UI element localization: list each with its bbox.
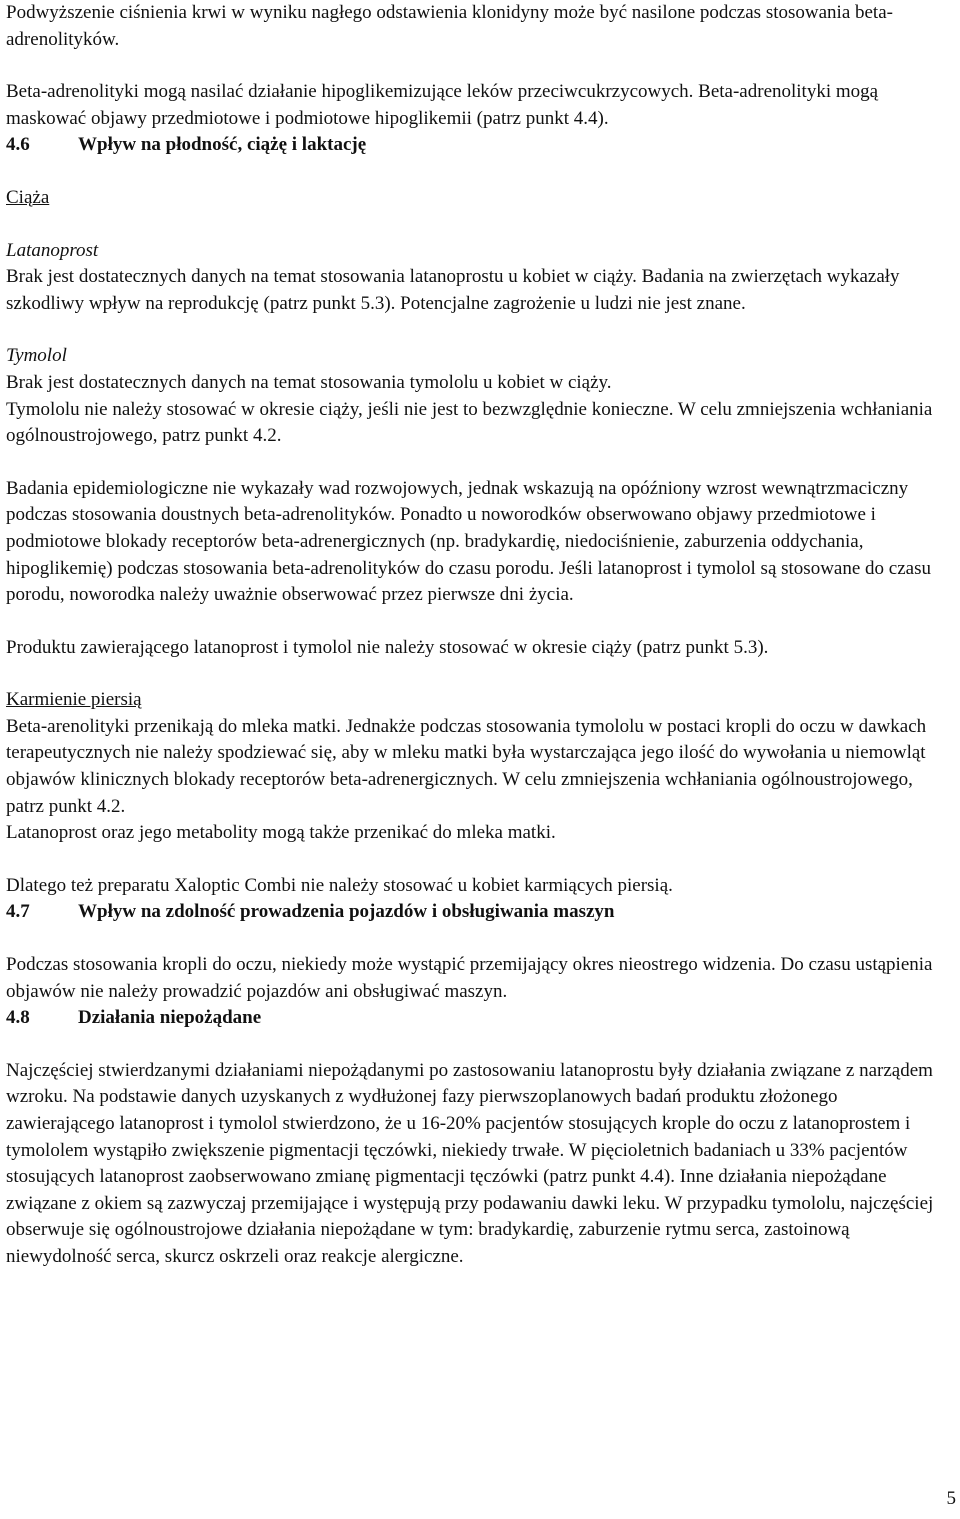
latanoprost-heading: Latanoprost bbox=[6, 239, 99, 261]
section-number: 4.7 bbox=[6, 901, 30, 923]
section-number: 4.8 bbox=[6, 1007, 30, 1029]
section-title: Wpływ na płodność, ciążę i laktację bbox=[78, 134, 367, 156]
hypoglycemia-paragraph: Beta-adrenolityki mogą nasilać działanie hipoglikemizujące leków przeciwcukrzycowych. Beta-adrenolityki mogą maskować objawy przedmiotowe i podmiotowe hipoglikemii (patrz punkt 4.4). bbox=[6, 81, 879, 129]
section-title: Wpływ na zdolność prowadzenia pojazdów i obsługiwania maszyn bbox=[78, 901, 615, 923]
driving-paragraph: Podczas stosowania kropli do oczu, niekiedy może wystąpić przemijający okres nieostrego widzenia. Do czasu ustąpienia objawów nie należy prowadzić pojazdów ani obsługiwać maszyn. bbox=[6, 954, 933, 1002]
pregnancy-heading: Ciąża bbox=[6, 186, 50, 208]
page-number: 5 bbox=[946, 1488, 956, 1509]
timolol-heading: Tymolol bbox=[6, 345, 67, 367]
latanoprost-paragraph: Brak jest dostatecznych danych na temat stosowania latanoprostu u kobiet w ciąży. Badania na zwierzętach wykazały szkodliwy wpływ na reprodukcję (patrz punkt 5.3). Potencjalne zagrożenie u ludzi nie jest znane. bbox=[6, 266, 900, 314]
document-page bbox=[6, 0, 950, 1271]
timolol-paragraph-2: Tymololu nie należy stosować w okresie ciąży, jeśli nie jest to bezwzględnie konieczne. W celu zmniejszenia wchłaniania ogólnoustrojowego, patrz punkt 4.2. bbox=[6, 398, 933, 447]
section-4-8-heading bbox=[6, 1005, 950, 1032]
adverse-effects-paragraph: Najczęściej stwierdzanymi działaniami niepożądanymi po zastosowaniu latanoprostu były działania związane z narządem wzroku. Na podstawie danych uzyskanych z wydłużonej fazy pierwszoplanowych badań produktu złożonego zawierającego latanoprost i tymolol stwierdzono, że u 16-20% pacjentów stosujących krople do oczu z latanoprostem i tymololem wystąpiło zwiększenie pigmentacji tęczówki, niekiedy trwałe. W pięcioletnich badaniach u 33% pacjentów stosujących latanoprost zaobserwowano zmianę pigmentacji tęczówki (patrz punkt 4.4). Inne działania niepożądane związane z okiem są zazwyczaj przemijające i występują przy podawaniu dawki leku. W przypadku tymololu, najczęściej obserwuje się ogólnoustrojowe działania niepożądane w tym: bradykardię, zaburzenie rytmu serca, zastoinową niewydolność serca, skurcz oskrzeli oraz reakcje alergiczne. bbox=[6, 1059, 934, 1267]
breastfeeding-paragraph-2: Latanoprost oraz jego metabolity mogą także przenikać do mleka matki. bbox=[6, 822, 556, 844]
breastfeeding-paragraph-1: Beta-arenolityki przenikają do mleka matki. Jednakże podczas stosowania tymololu w postaci kropli do oczu w dawkach terapeutycznych nie należy spodziewać się, aby w mleku matki była wystarczająca jego ilość do wywołania u niemowląt objawów klinicznych blokady receptorów beta-adrenergicznych. W celu zmniejszenia wchłaniania ogólnoustrojowego, patrz punkt 4.2. bbox=[6, 715, 927, 817]
section-4-6-heading bbox=[6, 132, 950, 159]
timolol-paragraph-1: Brak jest dostatecznych danych na temat stosowania tymololu u kobiet w ciąży. bbox=[6, 371, 612, 393]
clonidine-paragraph: Podwyższenie ciśnienia krwi w wyniku nagłego odstawienia klonidyny może być nasilone podczas stosowania beta-adrenolityków. bbox=[6, 2, 893, 50]
breastfeeding-heading: Karmienie piersią bbox=[6, 689, 142, 711]
section-4-7-heading bbox=[6, 899, 950, 926]
section-number: 4.6 bbox=[6, 134, 30, 156]
section-title: Działania niepożądane bbox=[78, 1007, 262, 1029]
breastfeeding-paragraph-3: Dlatego też preparatu Xaloptic Combi nie należy stosować u kobiet karmiących piersią. bbox=[6, 874, 673, 896]
product-pregnancy-paragraph: Produktu zawierającego latanoprost i tymolol nie należy stosować w okresie ciąży (patrz punkt 5.3). bbox=[6, 636, 769, 658]
epidemiology-paragraph: Badania epidemiologiczne nie wykazały wad rozwojowych, jednak wskazują na opóźniony wzrost wewnątrzmaciczny podczas stosowania doustnych beta-adrenolityków. Ponadto u noworodków obserwowano objawy przedmiotowe i podmiotowe blokady receptorów beta-adrenergicznych (np. bradykardię, niedociśnienie, zaburzenia oddychania, hipoglikemię) podczas stosowania beta-adrenolityków do czasu porodu. Jeśli latanoprost i tymolol są stosowane do czasu porodu, noworodka należy uważnie obserwować przez pierwsze dni życia. bbox=[6, 477, 931, 606]
